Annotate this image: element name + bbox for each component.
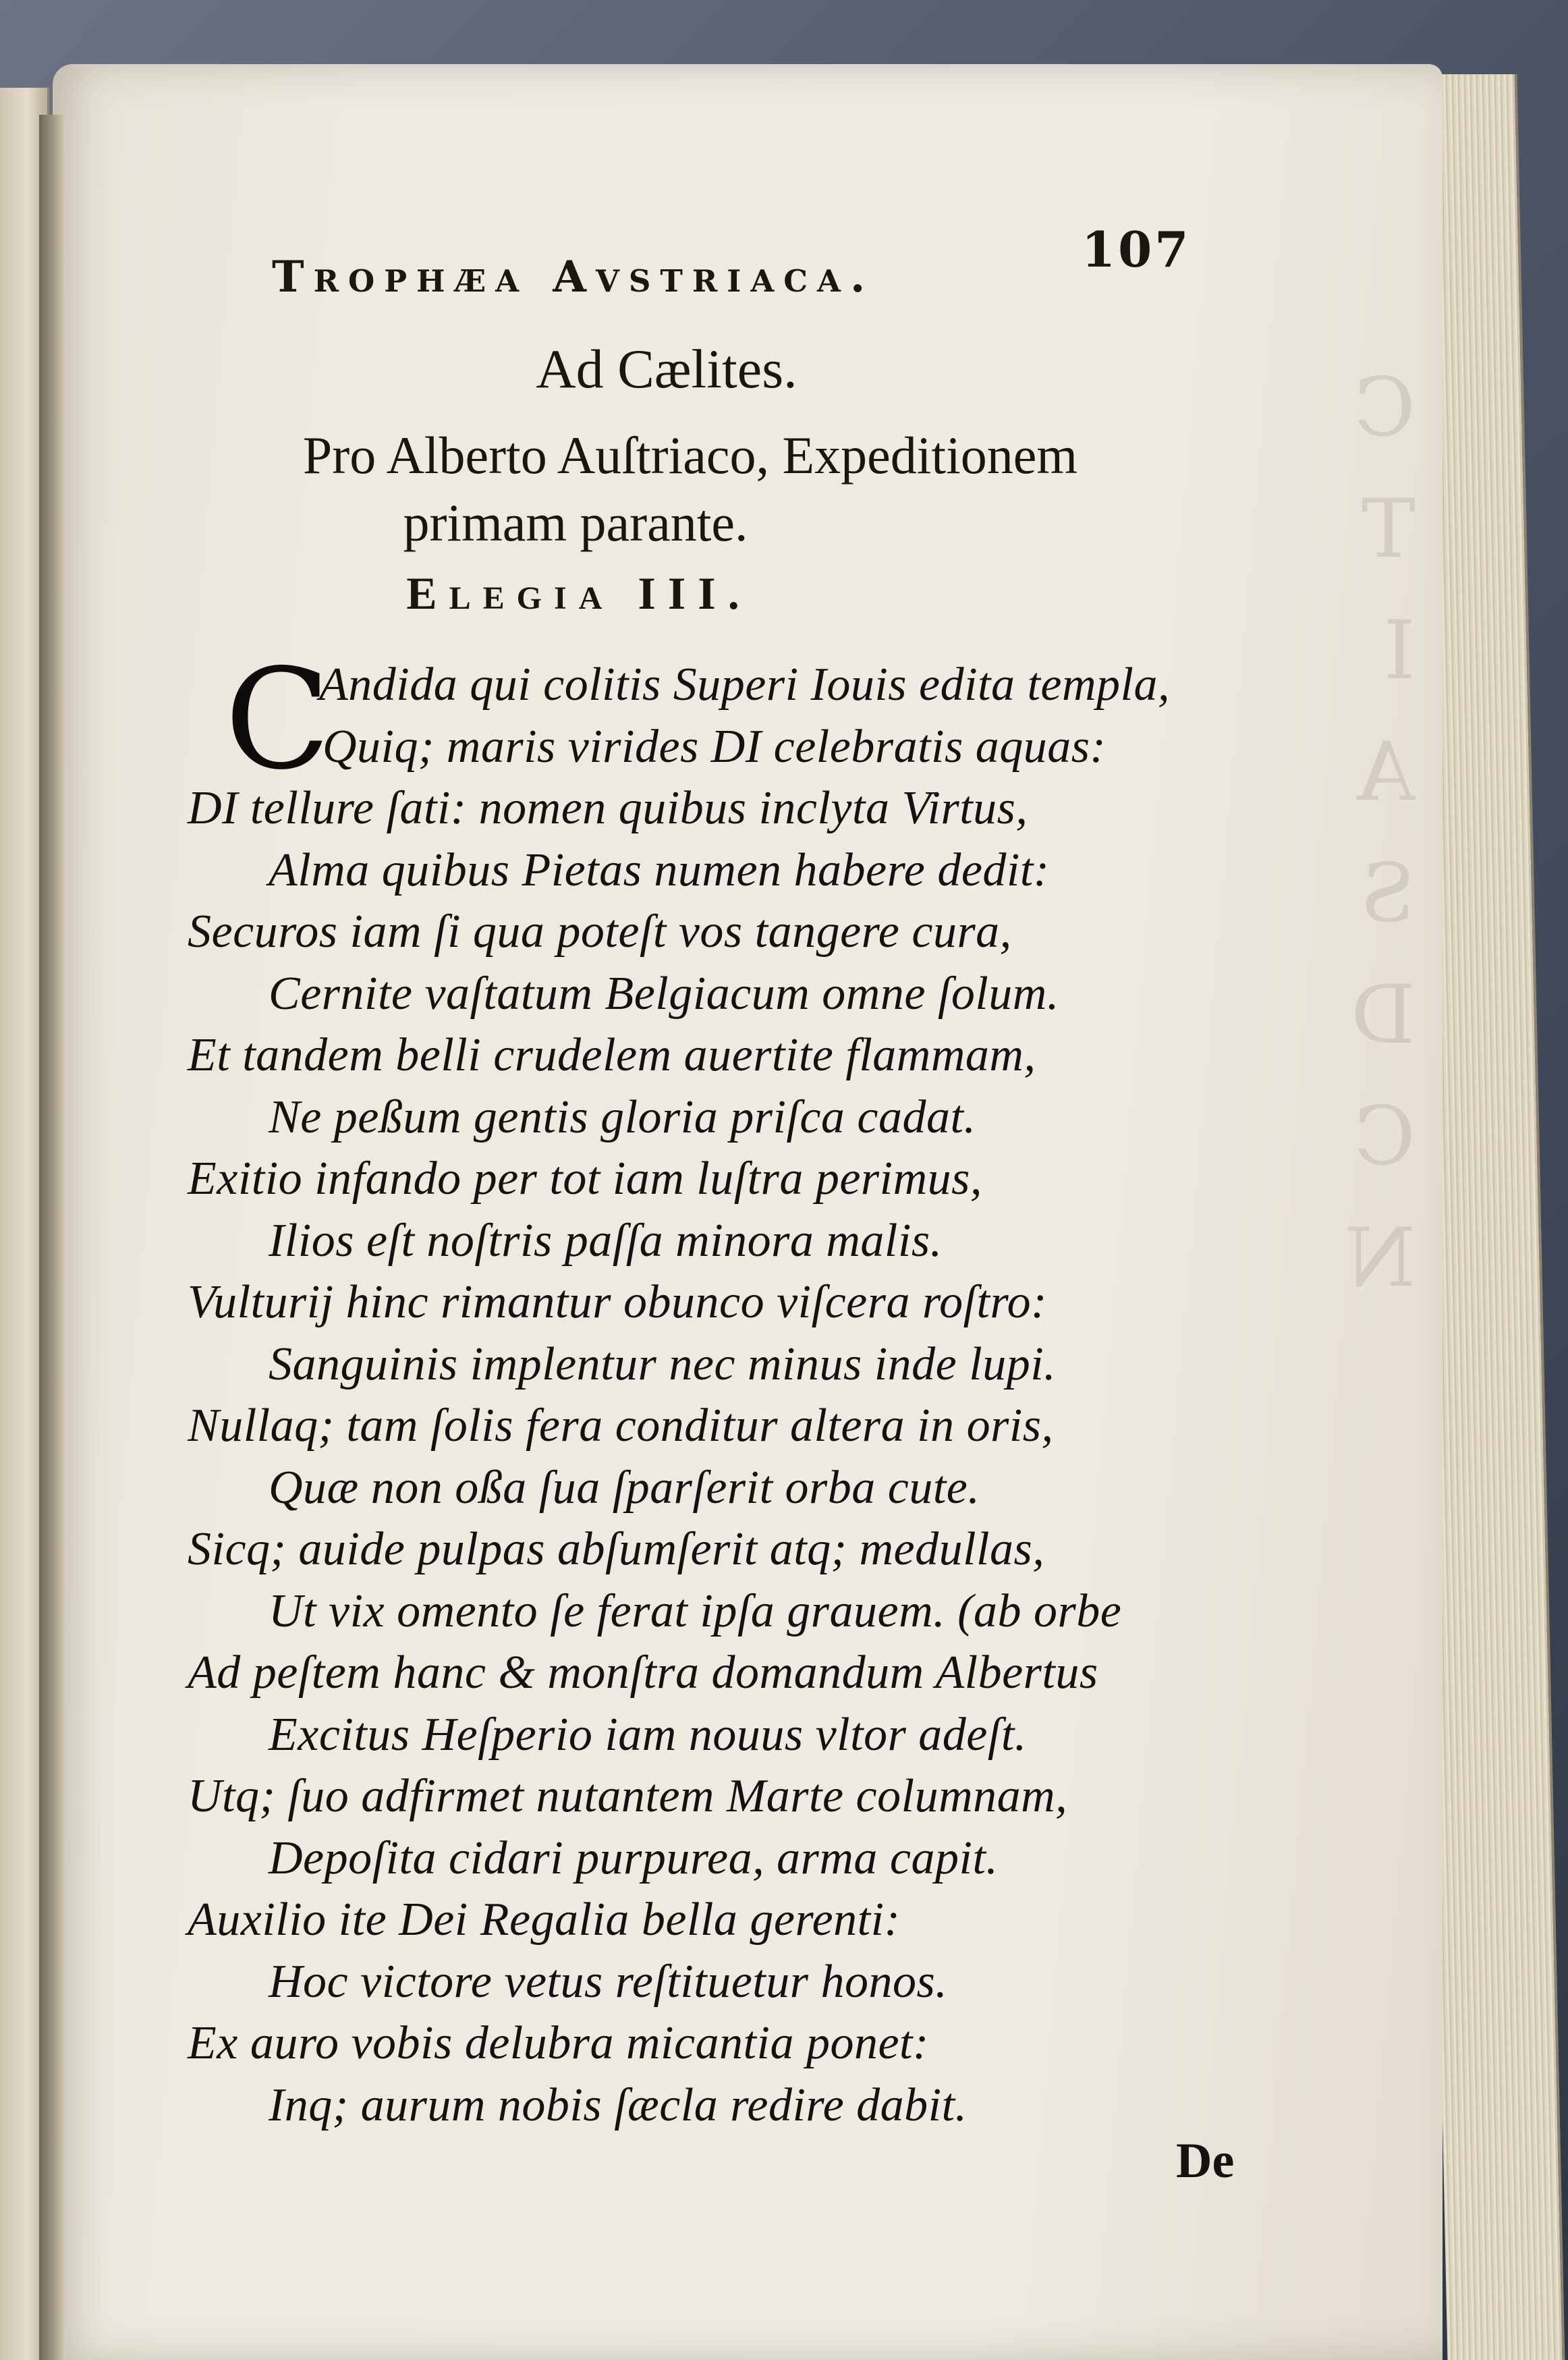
heading-elegia: Elegia III. xyxy=(406,568,752,619)
verse-line: Sanguinis implentur nec minus inde lupi. xyxy=(269,1338,1057,1390)
verse-line: Utq; ſuo adfirmet nutantem Marte columnam, xyxy=(188,1770,1068,1822)
drop-cap: C xyxy=(225,640,331,800)
verse-line: Cernite vaſtatum Belgiacum omne ſolum. xyxy=(269,967,1059,1020)
verse-line: Sicq; auide pulpas abſumſerit atq; medullas, xyxy=(188,1523,1045,1575)
verse-line: Et tandem belli crudelem auertite flammam, xyxy=(188,1029,1036,1081)
verse-line: Nullaq; tam ſolis fera conditur altera in oris, xyxy=(188,1400,1054,1452)
verse-line: Quæ non oßa ſua ſparſerit orba cute. xyxy=(269,1461,980,1514)
verse-line: Quiq; maris virides DI celebratis aquas: xyxy=(323,720,1107,773)
catchword: De xyxy=(1176,2133,1235,2189)
running-head: Trophæa Avstriaca. xyxy=(272,252,875,302)
verse-line: Vulturij hinc rimantur obunco viſcera roſtro: xyxy=(188,1276,1047,1328)
page-number: 107 xyxy=(1082,221,1192,278)
verse-line: Depoſita cidari purpurea, arma capit. xyxy=(269,1832,999,1884)
verse-line: Ex auro vobis delubra micantia ponet: xyxy=(188,2017,929,2069)
verse-line: Ad peſtem hanc & monſtra domandum Albertus xyxy=(188,1647,1098,1699)
verse-line: Hoc victore vetus reſtituetur honos. xyxy=(269,1955,948,2008)
heading-pro-alberto: Pro Alberto Auſtriaco, Expeditionem xyxy=(302,426,1078,485)
verse-line: Ilios eſt noſtris paſſa minora malis. xyxy=(269,1214,943,1267)
show-through-text: C T I A S D C N xyxy=(1345,361,1416,1305)
book-page xyxy=(53,64,1443,2360)
book-gutter xyxy=(39,115,66,2360)
verse-line: DI tellure ſati: nomen quibus inclyta Virtus, xyxy=(188,782,1028,834)
verse-line: Alma quibus Pietas numen habere dedit: xyxy=(269,844,1050,896)
heading-ad-caelites: Ad Cælites. xyxy=(536,338,797,400)
verse-line: Ut vix omento ſe ferat ipſa grauem. (ab orbe xyxy=(269,1585,1122,1637)
verse-line: Excitus Heſperio iam nouus vltor adeſt. xyxy=(269,1708,1027,1761)
verse-line: Ne peßum gentis gloria priſca cadat. xyxy=(269,1091,976,1143)
verse-line: Exitio infando per tot iam luſtra perimus, xyxy=(188,1153,982,1205)
verse-line: Auxilio ite Dei Regalia bella gerenti: xyxy=(188,1894,901,1946)
heading-primam-parante: primam parante. xyxy=(403,493,748,552)
verse-line: Andida qui colitis Superi Iouis edita templa, xyxy=(319,659,1171,711)
verse-line: Inq; aurum nobis ſæcla redire dabit. xyxy=(269,2079,968,2131)
verse-line: Securos iam ſi qua poteſt vos tangere cura, xyxy=(188,906,1012,958)
